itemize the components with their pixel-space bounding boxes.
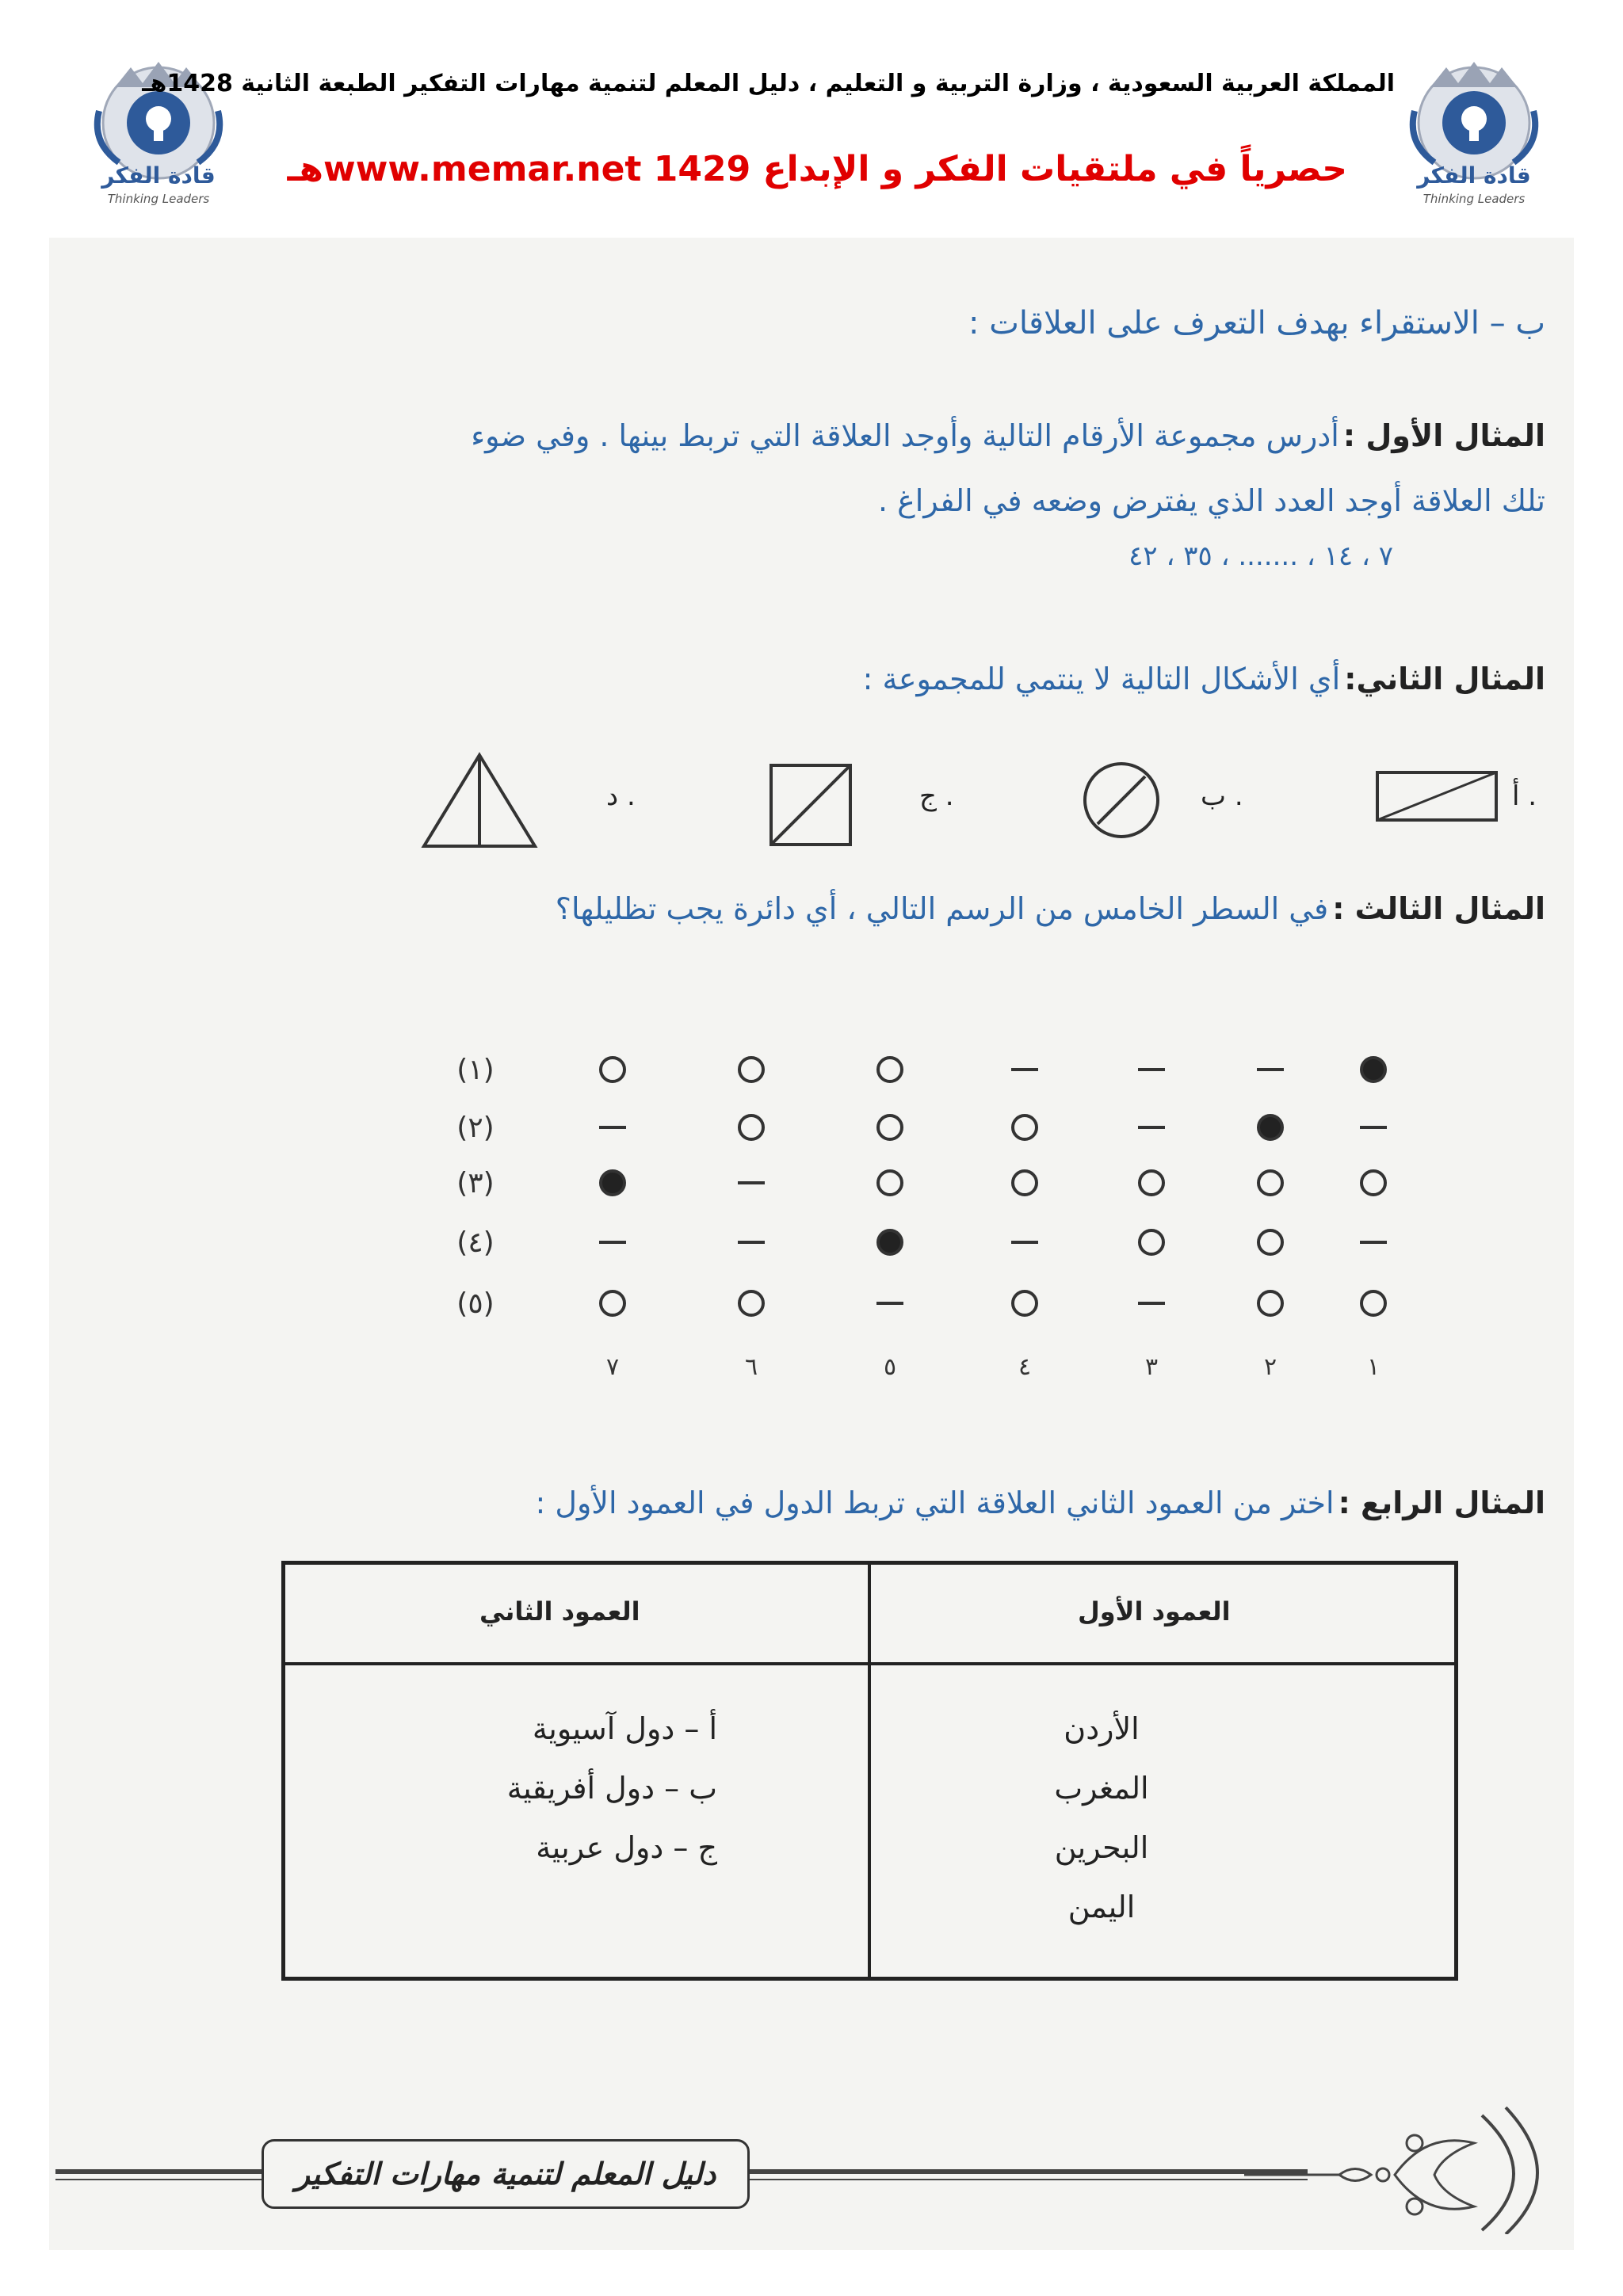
grid-circle[interactable] [1140,1171,1163,1195]
row-label: (٤) [456,1226,495,1259]
col1-item: المغرب [1054,1771,1149,1806]
grid-circle[interactable] [1258,1230,1282,1254]
relations-table [281,1561,1458,1981]
row-label: (٢) [456,1112,495,1144]
option-b-shape[interactable] [1074,761,1169,843]
row-label: (١) [456,1054,495,1086]
option-a-shape[interactable] [1375,770,1502,829]
header-line1: المملكة العربية السعودية ، وزارة التربية و التعليم ، دليل المعلم لتنمية مهارات التفكير الطبعة الثانية 1428هـ [142,70,1395,97]
grid-circle[interactable] [1013,1171,1037,1195]
logo-left-text: قادة الفكر [101,162,216,189]
example1-label: المثال الأول : [1342,418,1545,453]
grid-circle[interactable] [601,1291,624,1315]
col1-item: اليمن [1067,1890,1136,1924]
column-label: ٢ [1263,1353,1277,1381]
example2-question: أي الأشكال التالية لا ينتمي للمجموعة : [862,662,1341,696]
grid-filled-circle[interactable] [1361,1058,1385,1081]
example3-question: في السطر الخامس من الرسم التالي ، أي دائرة يجب تظليلها؟ [555,891,1329,926]
col1-item: البحرين [1054,1830,1149,1865]
example1-line1-wrap [471,418,1545,453]
example4-question-wrap [535,1486,1545,1520]
col2-item: ب – دول أفريقية [506,1771,717,1806]
col1-item: الأردن [1064,1711,1140,1746]
grid-circle[interactable] [601,1058,624,1081]
grid-circle[interactable] [1361,1171,1385,1195]
row-label: (٣) [456,1167,495,1199]
example1-text-line1: أدرس مجموعة الأرقام التالية وأوجد العلاقة التي تربط بينها . وفي ضوء [471,418,1339,453]
grid-circle[interactable] [739,1291,763,1315]
option-c-label: ج . [919,780,954,812]
logo-right-text: قادة الفكر [1417,162,1531,189]
example1-sequence: ٧ ، ١٤ ، ....... ، ٣٥ ، ٤٢ [1128,540,1393,572]
logo-right-subtext: Thinking Leaders [1423,192,1526,206]
option-d-shape[interactable] [420,751,539,853]
grid-filled-circle[interactable] [878,1230,902,1254]
example4-label: المثال الرابع : [1338,1486,1545,1520]
grid-filled-circle[interactable] [1258,1116,1282,1139]
example2-label: المثال الثاني: [1344,662,1545,696]
grid-circle[interactable] [739,1116,763,1139]
row-label: (٥) [456,1287,495,1320]
option-d-label: د . [606,780,636,812]
column-label: ٦ [744,1353,758,1381]
section-title: ب – الاستقراء بهدف التعرف على العلاقات : [968,305,1545,341]
column-label: ٤ [1018,1353,1032,1381]
grid-circle[interactable] [878,1116,902,1139]
example1-text-line2: تلك العلاقة أوجد العدد الذي يفترض وضعه في الفراغ . [877,483,1545,518]
option-b-label: ب . [1201,780,1243,812]
column-label: ٣ [1144,1353,1159,1381]
grid-circle[interactable] [1258,1291,1282,1315]
grid-circle[interactable] [1140,1230,1163,1254]
col1-header: العمود الأول [1078,1596,1231,1627]
example2-question-wrap [863,662,1545,696]
circle-grid [0,1038,1623,1402]
column-label: ٧ [605,1353,620,1381]
option-c-shape[interactable] [769,763,856,853]
logo-left-subtext: Thinking Leaders [107,192,210,206]
grid-circle[interactable] [1013,1291,1037,1315]
column-label: ١ [1366,1353,1381,1381]
grid-circle[interactable] [1013,1116,1037,1139]
table-vertical-divider [868,1565,871,1977]
col2-item: ج – دول عربية [536,1830,717,1865]
example3-question-wrap [556,891,1545,926]
col2-header: العمود الثاني [479,1596,640,1627]
option-a-label: أ . [1512,780,1537,812]
example4-question: اختر من العمود الثاني العلاقة التي تربط الدول في العمود الأول : [535,1486,1335,1520]
grid-circle[interactable] [878,1058,902,1081]
footer-ornament [1244,2100,1577,2237]
table-header-divider [285,1662,1454,1665]
example3-label: المثال الثالث : [1332,891,1545,926]
footer-title: دليل المعلم لتنمية مهارات التفكير [262,2139,750,2209]
grid-circle[interactable] [1361,1291,1385,1315]
grid-circle[interactable] [878,1171,902,1195]
grid-filled-circle[interactable] [601,1171,624,1195]
logo-right [1403,55,1545,214]
column-label: ٥ [883,1353,897,1381]
grid-circle[interactable] [1258,1171,1282,1195]
header-line2: حصرياً في ملتقيات الفكر و الإبداع www.memar.net 1429هـ [287,149,1347,189]
col2-item: أ – دول آسيوية [532,1711,717,1746]
grid-circle[interactable] [739,1058,763,1081]
